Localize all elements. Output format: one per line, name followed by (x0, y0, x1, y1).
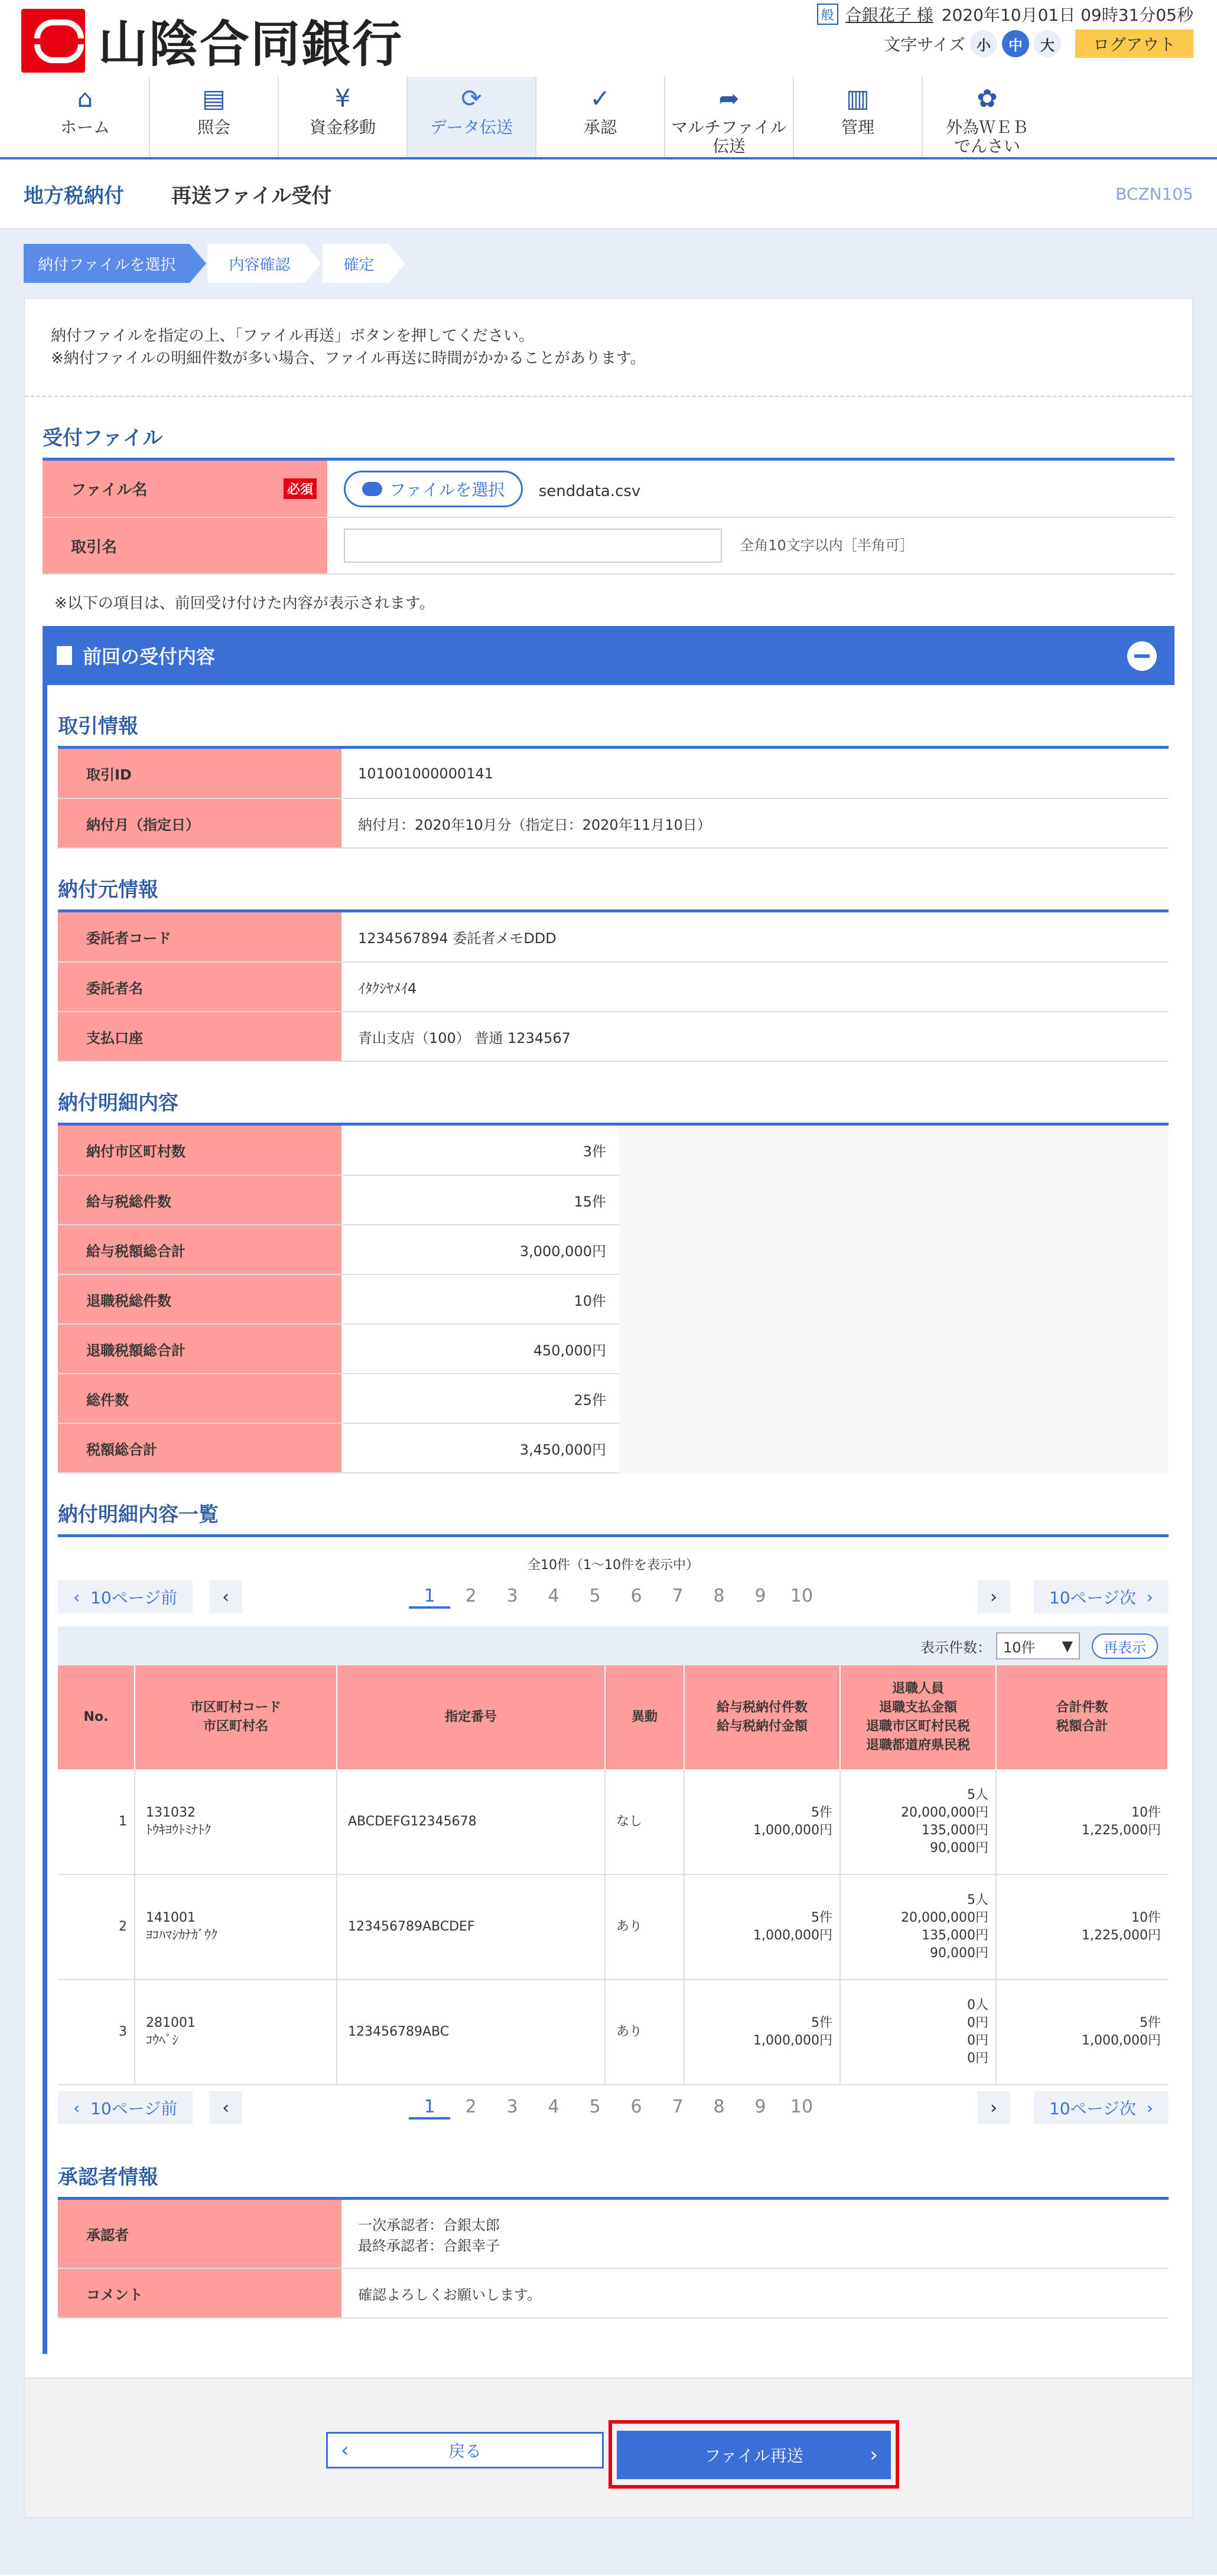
prev-10-pages-button[interactable]: ‹ 10ページ前 (58, 2091, 193, 2124)
table-row (58, 1874, 1168, 1980)
detail-label: 給与税額総合計 (58, 1225, 341, 1274)
row-city: 141001 ﾖｺﾊﾏｼｶﾅｶﾞｳｸ (135, 1874, 337, 1980)
page-number[interactable]: 5 (589, 1585, 601, 1606)
header (0, 0, 1217, 159)
prev-10-pages-button[interactable]: ‹ 10ページ前 (58, 1580, 193, 1613)
consignor-name-label: 委託者名 (58, 962, 341, 1012)
nav-data-transmission[interactable] (408, 77, 536, 157)
section-title: 受付ファイル (43, 397, 1174, 461)
step-indicator (24, 229, 1193, 298)
page-number[interactable]: 8 (713, 2096, 725, 2117)
file-name-label: ファイル名 必須 (43, 461, 327, 517)
step-select-file: 納付ファイルを選択 (24, 244, 190, 283)
page-numbers (409, 1586, 822, 1609)
page-number[interactable]: 6 (630, 1585, 642, 1606)
instruction-note: ※納付ファイルの明細件数が多い場合、ファイル再送に時間がかかることがあります。 (51, 350, 646, 367)
detail-value: 3件 (341, 1126, 619, 1175)
consignor-code-value: 1234567894 委託者メモDDD (341, 912, 1169, 962)
page-number[interactable]: 9 (754, 2096, 766, 2117)
next-10-pages-button[interactable]: 10ページ次 › (1034, 1580, 1169, 1613)
deal-id-value: 101001000000141 (341, 749, 1169, 798)
instruction-line: 納付ファイルを指定の上、「ファイル再送」ボタンを押してください。 (51, 327, 534, 345)
chevron-left-icon: ‹ (341, 2438, 349, 2462)
upload-section (25, 397, 1192, 2378)
dropdown-arrow-icon: ▼ (1062, 1638, 1073, 1654)
detail-title: 納付明細内容 (58, 1062, 1169, 1126)
row-city: 281001 ｺｳﾍﾞｼ (135, 1980, 337, 2085)
redisplay-button[interactable]: 再表示 (1092, 1633, 1158, 1659)
row-salary: 5件 1,000,000円 (684, 1980, 840, 2085)
accordion-bottom-space (58, 2319, 1169, 2354)
global-nav (21, 77, 1217, 157)
col-total: 合計件数 税額合計 (996, 1665, 1168, 1769)
page-number[interactable]: 3 (506, 1585, 518, 1606)
display-count-select[interactable]: 10件 ▼ (996, 1632, 1080, 1659)
deal-name-value (327, 517, 1174, 574)
payment-month-label: 納付月（指定日） (58, 798, 341, 848)
row-total: 10件 1,225,000円 (996, 1874, 1168, 1980)
chevron-left-icon: ‹ (73, 2098, 90, 2118)
deal-info-table (58, 749, 1169, 849)
file-send-icon: ➦ (718, 84, 740, 113)
detail-value: 25件 (341, 1374, 619, 1423)
page-number[interactable]: 1 (409, 2096, 450, 2120)
chevron-right-icon: › (990, 2097, 997, 2118)
approver-table (58, 2200, 1169, 2319)
deal-name-hint: 全角10文字以内［半角可］ (740, 537, 914, 554)
sync-icon: ⟳ (461, 84, 482, 113)
choose-file-button[interactable]: ファイルを選択 (344, 471, 523, 507)
next-page-button[interactable] (977, 1580, 1010, 1613)
resend-highlight (608, 2420, 899, 2489)
row-no: 2 (58, 1874, 135, 1980)
detail-list-table (58, 1665, 1169, 2085)
screen-id: BCZN105 (1115, 184, 1193, 204)
chevron-left-icon: ‹ (222, 1586, 230, 1607)
row-salary: 5件 1,000,000円 (684, 1769, 840, 1874)
comment-value: 確認よろしくお願いします。 (341, 2268, 1169, 2318)
detail-value: 15件 (341, 1175, 619, 1225)
consignor-name-value: ｲﾀｸｼﾔﾒｲ4 (341, 962, 1169, 1012)
payer-info-table (58, 912, 1169, 1062)
display-count-bar (58, 1626, 1169, 1665)
file-name-value (327, 461, 1174, 517)
back-button[interactable]: ‹ 戻る (326, 2432, 604, 2469)
title-bar (0, 159, 1217, 229)
yen-transfer-icon: ¥ (334, 84, 351, 113)
network-icon: ✿ (977, 84, 998, 113)
document-icon (57, 646, 72, 665)
comment-label: コメント (58, 2268, 341, 2318)
detail-label: 総件数 (58, 1374, 341, 1423)
page-number[interactable]: 2 (465, 1585, 477, 1606)
approve-icon: ✓ (590, 84, 611, 113)
nav-approval[interactable] (536, 77, 665, 157)
previous-accordion-header[interactable] (43, 626, 1174, 685)
nav-label: 管理 (841, 118, 874, 137)
font-size-control (884, 30, 1193, 58)
row-total: 5件 1,000,000円 (996, 1980, 1168, 2085)
selected-file-name: senddata.csv (538, 482, 641, 500)
payer-info-title: 納付元情報 (58, 849, 1169, 912)
font-size-small-button[interactable]: 小 (970, 30, 997, 57)
building-icon: ▥ (846, 84, 870, 113)
user-type-icon: 般 (817, 4, 838, 25)
previous-note: ※以下の項目は、前回受け付けた内容が表示されます。 (54, 595, 435, 612)
page-number[interactable]: 1 (409, 1586, 450, 1609)
page-number[interactable]: 10 (790, 1585, 813, 1606)
row-no: 3 (58, 1980, 135, 2085)
col-designation: 指定番号 (337, 1665, 605, 1769)
deal-info-title: 取引情報 (58, 685, 1169, 749)
display-count-label: 表示件数： (920, 1639, 991, 1656)
collapse-icon[interactable] (1127, 641, 1157, 671)
detail-value: 3,450,000円 (341, 1423, 619, 1473)
chevron-right-icon: › (870, 2443, 878, 2467)
section-spacer (43, 2354, 1174, 2378)
bank-name: 山陰合同銀行 (98, 15, 404, 73)
login-datetime: 2020年10月01日 09時31分05秒 (941, 5, 1193, 25)
next-page-button[interactable] (977, 2091, 1010, 2124)
debit-account-value: 青山支店（100） 普通 1234567 (341, 1012, 1169, 1061)
row-designation: ABCDEFG12345678 (337, 1769, 605, 1874)
nav-label: 承認 (583, 118, 617, 137)
row-designation: 123456789ABC (337, 1980, 605, 2085)
detail-filler (619, 1126, 1169, 1473)
page-number[interactable]: 8 (713, 1585, 725, 1606)
col-salary: 給与税納付件数 給与税納付金額 (684, 1665, 840, 1769)
deal-id-label: 取引ID (58, 749, 341, 798)
col-change: 異動 (605, 1665, 684, 1769)
table-row (58, 1769, 1168, 1874)
row-retire: 5人 20,000,000円 135,000円 90,000円 (840, 1874, 996, 1980)
chevron-right-icon: › (1136, 1587, 1153, 1607)
approver-label: 承認者 (58, 2200, 341, 2268)
list-summary: 全10件（1～10件を表示中） (528, 1558, 699, 1573)
page-number[interactable]: 10 (790, 2096, 813, 2117)
detail-label: 退職税総件数 (58, 1274, 341, 1324)
nav-multi-file[interactable] (665, 77, 794, 157)
home-icon: ⌂ (77, 84, 93, 113)
previous-accordion-body (43, 685, 1174, 2354)
font-size-label: 文字サイズ (884, 35, 965, 54)
row-no: 1 (58, 1769, 135, 1874)
next-10-pages-button[interactable]: 10ページ次 › (1034, 2091, 1169, 2124)
step-confirm: 内容確認 (207, 244, 304, 283)
nav-label: 外為ＷＥＢでんさい (945, 118, 1029, 156)
row-retire: 5人 20,000,000円 135,000円 90,000円 (840, 1769, 996, 1874)
detail-value: 3,000,000円 (341, 1225, 619, 1274)
instructions (25, 299, 1192, 397)
main-panel (24, 298, 1193, 2518)
resend-file-button[interactable]: ファイル再送 › (617, 2431, 891, 2479)
page-number[interactable]: 7 (672, 2096, 684, 2117)
row-change: あり (605, 1980, 684, 2085)
footer-actions (25, 2378, 1192, 2517)
row-total: 10件 1,225,000円 (996, 1769, 1168, 1874)
deal-name-label: 取引名 (43, 517, 327, 574)
detail-value: 450,000円 (341, 1324, 619, 1374)
row-designation: 123456789ABCDEF (337, 1874, 605, 1980)
logout-button[interactable]: ログアウト (1075, 30, 1193, 58)
approver-value: 一次承認者：合銀太郎 最終承認者：合銀幸子 (341, 2200, 1169, 2268)
page-category: 地方税納付 (24, 184, 124, 208)
nav-forex-web[interactable] (923, 77, 1052, 157)
page-number[interactable]: 3 (506, 2096, 518, 2117)
nav-label: データ伝送 (429, 118, 513, 137)
payment-month-value: 納付月：2020年10月分（指定日：2020年11月10日） (341, 798, 1169, 848)
nav-transfer[interactable] (279, 77, 408, 157)
bank-logo[interactable] (21, 5, 403, 76)
pager-bottom (58, 2090, 1169, 2125)
row-retire: 0人 0円 0円 0円 (840, 1980, 996, 2085)
chevron-right-icon: › (990, 1586, 997, 1607)
deal-name-input[interactable] (344, 529, 722, 563)
user-name-link[interactable]: 合銀花子 様 (845, 5, 933, 25)
detail-label: 退職税額総合計 (58, 1324, 341, 1374)
debit-account-label: 支払口座 (58, 1012, 341, 1061)
page-numbers (409, 2096, 822, 2120)
font-size-large-button[interactable]: 大 (1034, 30, 1061, 57)
content-area (0, 229, 1217, 2575)
document-icon: ▤ (202, 84, 226, 113)
pager-top (58, 1579, 1169, 1615)
col-retire: 退職人員 退職支払金額 退職市区町村民税 退職都道府県民税 (840, 1665, 996, 1769)
detail-label: 給与税総件数 (58, 1175, 341, 1225)
bank-logo-icon (21, 9, 85, 73)
prev-page-button[interactable] (209, 2091, 242, 2124)
detail-value: 10件 (341, 1274, 619, 1324)
page-number[interactable]: 4 (548, 1585, 559, 1606)
page-title: 再送ファイル受付 (171, 184, 332, 208)
chevron-left-icon: ‹ (73, 1587, 90, 1607)
nav-label: マルチファイル伝送 (671, 118, 787, 156)
nav-management[interactable] (794, 77, 923, 157)
approver-title: 承認者情報 (58, 2125, 1169, 2200)
accordion-title: 前回の受付内容 (83, 645, 216, 668)
row-city: 131032 ﾄｳｷﾖｳﾄﾐﾅﾄｸ (135, 1769, 337, 1874)
page-number[interactable]: 7 (672, 1585, 684, 1606)
nav-inquiry[interactable] (150, 77, 279, 157)
nav-label: ホーム (60, 118, 110, 137)
nav-home[interactable] (21, 77, 150, 157)
row-change: なし (605, 1769, 684, 1874)
nav-label: 資金移動 (309, 118, 376, 137)
font-size-medium-button[interactable]: 中 (1002, 30, 1029, 57)
chevron-left-icon: ‹ (222, 2097, 230, 2118)
row-salary: 5件 1,000,000円 (684, 1874, 840, 1980)
page-number[interactable]: 5 (589, 2096, 601, 2117)
list-title: 納付明細内容一覧 (58, 1473, 1169, 1537)
page-number[interactable]: 9 (754, 1585, 766, 1606)
upload-form (43, 461, 1174, 575)
step-complete: 確定 (323, 244, 389, 283)
table-row (58, 1980, 1168, 2085)
required-badge: 必須 (284, 478, 317, 499)
nav-label: 照会 (197, 118, 230, 137)
user-area (817, 2, 1193, 26)
chevron-right-icon: › (1136, 2098, 1153, 2118)
page-number[interactable]: 4 (548, 2096, 559, 2117)
prev-page-button[interactable] (209, 1580, 242, 1613)
col-city: 市区町村コード 市区町村名 (135, 1665, 337, 1769)
detail-label: 税額総合計 (58, 1423, 341, 1473)
detail-label: 納付市区町村数 (58, 1126, 341, 1175)
detail-table (58, 1126, 1169, 1473)
page-number[interactable]: 6 (630, 2096, 642, 2117)
consignor-code-label: 委託者コード (58, 912, 341, 962)
row-change: あり (605, 1874, 684, 1980)
col-no: No. (58, 1665, 135, 1769)
cloud-upload-icon (362, 482, 382, 496)
page-number[interactable]: 2 (465, 2096, 477, 2117)
